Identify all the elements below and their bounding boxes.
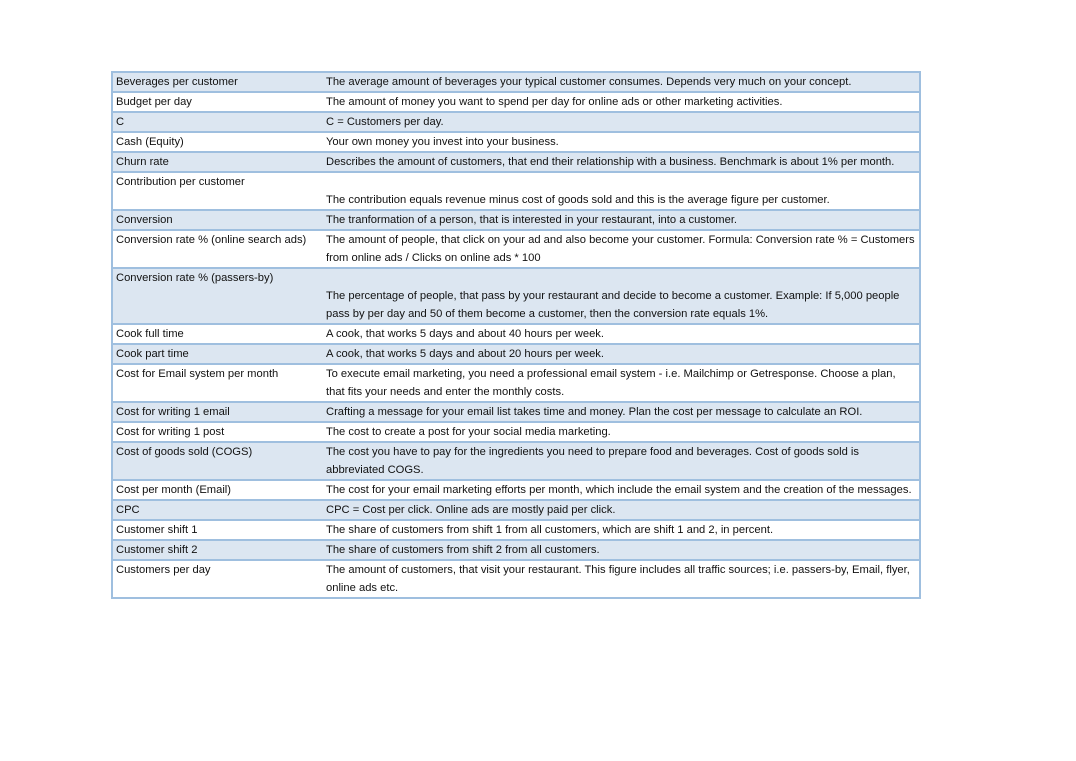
term-cell: Budget per day (112, 92, 324, 112)
term-cell: Cost per month (Email) (112, 480, 324, 500)
table-row (112, 324, 920, 344)
definition-cell: To execute email marketing, you need a professional email system - i.e. Mailchimp or Getresponse. Choose a plan, that fits your needs and enter the monthly costs. (324, 364, 920, 402)
table-row (112, 210, 920, 230)
term-cell: Conversion (112, 210, 324, 230)
definition-cell: Your own money you invest into your business. (324, 132, 920, 152)
term-cell: Churn rate (112, 152, 324, 172)
definition-cell: The cost for your email marketing efforts per month, which include the email system and the creation of the messages. (324, 480, 920, 500)
table-row (112, 344, 920, 364)
table-row (112, 540, 920, 560)
definition-cell: CPC = Cost per click. Online ads are mostly paid per click. (324, 500, 920, 520)
definition-cell: The percentage of people, that pass by your restaurant and decide to become a customer. Example: If 5,000 people pass by per day and 50 of them become a customer, then the conversion rate equals 1%. (324, 268, 920, 324)
definition-cell: The amount of money you want to spend per day for online ads or other marketing activities. (324, 92, 920, 112)
term-cell: Cost of goods sold (COGS) (112, 442, 324, 480)
definition-cell: A cook, that works 5 days and about 40 hours per week. (324, 324, 920, 344)
table-row (112, 402, 920, 422)
definition-cell: The tranformation of a person, that is interested in your restaurant, into a customer. (324, 210, 920, 230)
table-row (112, 268, 920, 324)
table-row (112, 442, 920, 480)
term-cell: Cost for Email system per month (112, 364, 324, 402)
table-row (112, 480, 920, 500)
term-cell: C (112, 112, 324, 132)
definition-cell: The amount of customers, that visit your restaurant. This figure includes all traffic sources; i.e. passers-by, Email, flyer, online ads etc. (324, 560, 920, 598)
term-cell: Customer shift 2 (112, 540, 324, 560)
table-row (112, 92, 920, 112)
definition-cell: The cost to create a post for your social media marketing. (324, 422, 920, 442)
glossary-table (111, 71, 921, 599)
definition-cell: The share of customers from shift 2 from all customers. (324, 540, 920, 560)
definition-cell: The cost you have to pay for the ingredients you need to prepare food and beverages. Cost of goods sold is abbreviated COGS. (324, 442, 920, 480)
term-cell: Conversion rate % (online search ads) (112, 230, 324, 268)
definition-cell: Describes the amount of customers, that end their relationship with a business. Benchmark is about 1% per month. (324, 152, 920, 172)
table-row (112, 520, 920, 540)
table-row (112, 500, 920, 520)
definition-cell: The amount of people, that click on your ad and also become your customer. Formula: Conversion rate % = Customers from online ads / Clicks on online ads * 100 (324, 230, 920, 268)
term-cell: Customers per day (112, 560, 324, 598)
table-row (112, 230, 920, 268)
term-cell: Cost for writing 1 post (112, 422, 324, 442)
term-cell: CPC (112, 500, 324, 520)
term-cell: Cook full time (112, 324, 324, 344)
table-row (112, 132, 920, 152)
term-cell: Cook part time (112, 344, 324, 364)
table-row (112, 72, 920, 92)
table-row (112, 152, 920, 172)
table-row (112, 560, 920, 598)
definition-cell: The share of customers from shift 1 from all customers, which are shift 1 and 2, in percent. (324, 520, 920, 540)
definition-cell: A cook, that works 5 days and about 20 hours per week. (324, 344, 920, 364)
term-cell: Beverages per customer (112, 72, 324, 92)
term-cell: Customer shift 1 (112, 520, 324, 540)
term-cell: Contribution per customer (112, 172, 324, 210)
definition-cell: The average amount of beverages your typical customer consumes. Depends very much on your concept. (324, 72, 920, 92)
table-row (112, 112, 920, 132)
definition-cell: C = Customers per day. (324, 112, 920, 132)
definition-cell: Crafting a message for your email list takes time and money. Plan the cost per message to calculate an ROI. (324, 402, 920, 422)
table-row (112, 364, 920, 402)
term-cell: Cash (Equity) (112, 132, 324, 152)
definition-cell: The contribution equals revenue minus cost of goods sold and this is the average figure per customer. (324, 172, 920, 210)
table-row (112, 422, 920, 442)
term-cell: Cost for writing 1 email (112, 402, 324, 422)
term-cell: Conversion rate % (passers-by) (112, 268, 324, 324)
table-row (112, 172, 920, 210)
